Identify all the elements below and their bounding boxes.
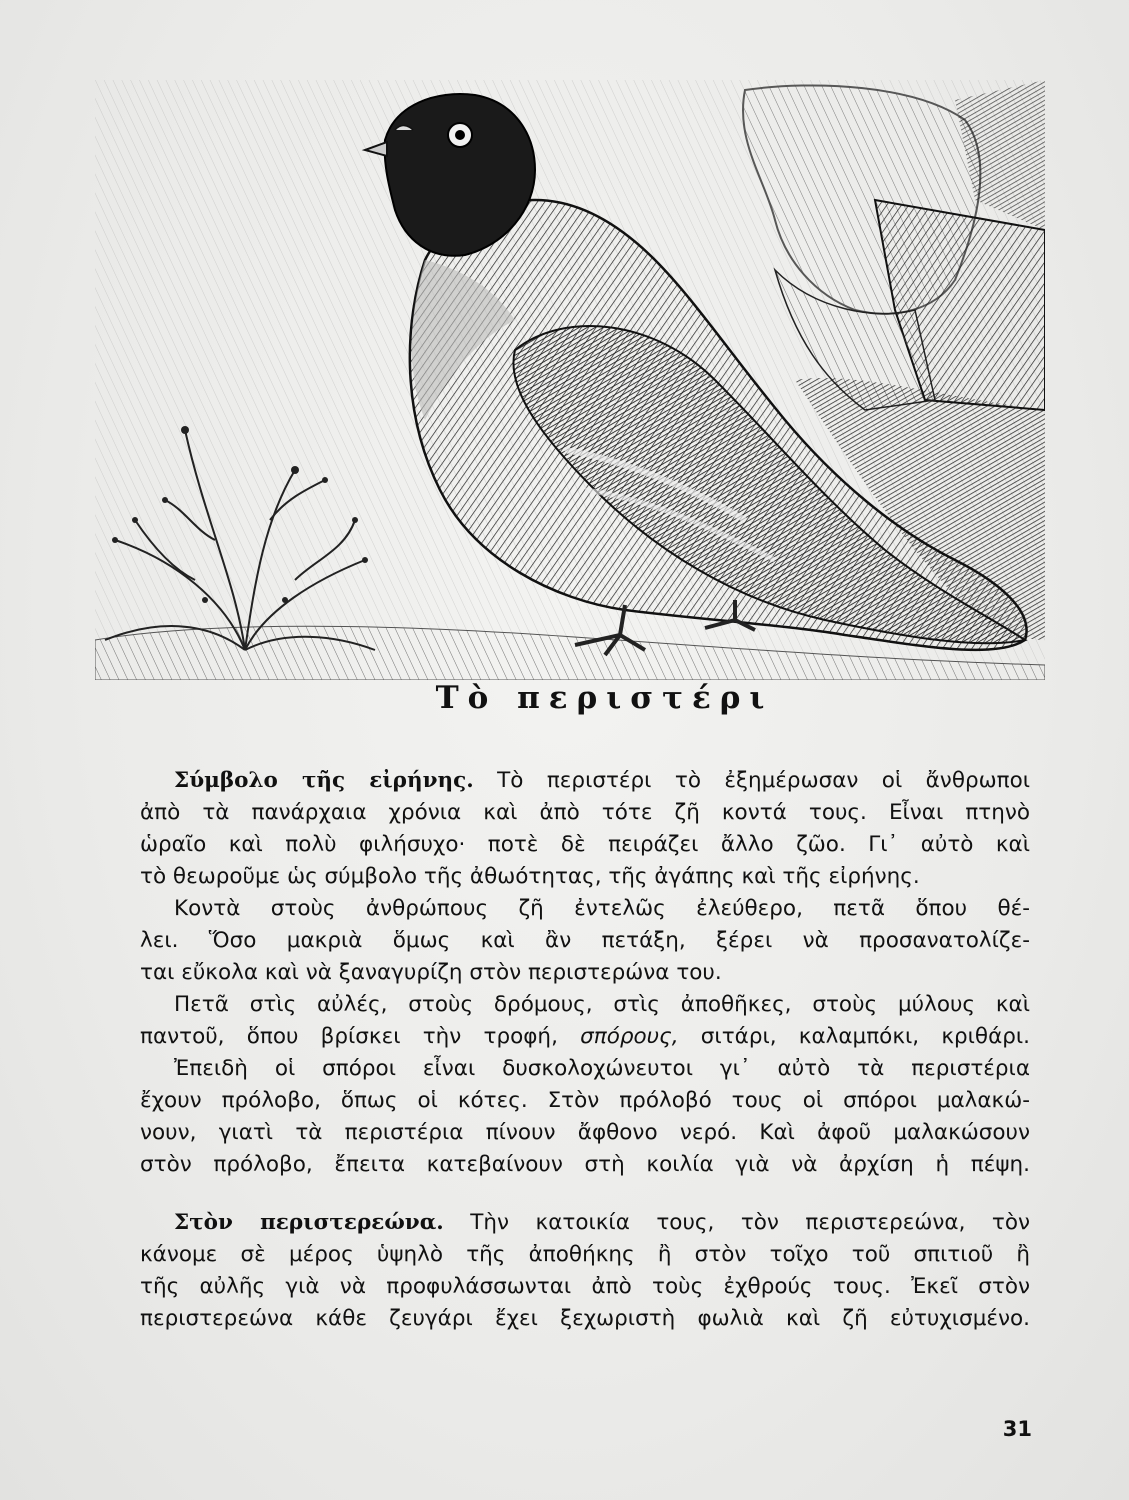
text-line: τὸ θεωροῦμε ὡς σύμβολο τῆς ἀθωότητας, τῆς ἀγάπης καὶ τῆς εἰρήνης. [140,864,920,889]
paragraph-gap [140,1181,1030,1207]
text-line: Κοντὰ στοὺς ἀνθρώπους ζῆ ἐντελῶς ἐλεύθερο, πετᾶ ὅπου θέ- [174,896,1030,921]
section-heading: Σύμβολο τῆς εἰρήνης. [174,768,474,793]
pigeon-engraving-icon [95,80,1045,680]
text-line: ἀπὸ τὰ πανάρχαια χρόνια καὶ ἀπὸ τότε ζῆ κοντά τους. Εἶναι πτηνὸ [140,800,1030,825]
page-number: 31 [1002,1417,1032,1441]
italic-word: σπόρους, [580,1024,679,1049]
section-heading: Στὸν περιστερεώνα. [174,1210,444,1235]
text-line: Ἐπειδὴ οἱ σπόροι εἶναι δυσκολοχώνευτοι γι᾽ αὐτὸ τὰ περιστέρια [174,1056,1030,1081]
text-line: Πετᾶ στὶς αὐλές, στοὺς δρόμους, στὶς ἀποθῆκες, στοὺς μύλους καὶ [174,992,1030,1017]
text-line: Στὸν περιστερεώνα. Τὴν κατοικία τους, τὸν περιστερεώνα, τὸν [174,1210,1030,1235]
text-line: ὡραῖο καὶ πολὺ φιλήσυχο· ποτὲ δὲ πειράζει ἄλλο ζῶο. Γι᾽ αὐτὸ καὶ [140,832,1030,857]
text-line: ται εὔκολα καὶ νὰ ξαναγυρίζη στὸν περιστερώνα του. [140,960,722,985]
body-text [140,765,1030,1335]
text-line: ἔχουν πρόλοβο, ὅπως οἱ κότες. Στὸν πρόλοβό τους οἱ σπόροι μαλακώ- [140,1088,1030,1113]
text-line: Σύμβολο τῆς εἰρήνης. Τὸ περιστέρι τὸ ἐξημέρωσαν οἱ ἄνθρωποι [174,768,1030,793]
text-line: περιστερεώνα κάθε ζευγάρι ἔχει ξεχωριστὴ φωλιὰ καὶ ζῆ εὐτυχισμένο. [140,1306,1030,1331]
page-title: Τὸ περιστέρι [435,680,774,716]
text-line: κάνομε σὲ μέρος ὑψηλὸ τῆς ἀποθήκης ἢ στὸν τοῖχο τοῦ σπιτιοῦ ἢ [140,1242,1030,1267]
text-line: στὸν πρόλοβο, ἔπειτα κατεβαίνουν στὴ κοιλία γιὰ νὰ ἀρχίση ἡ πέψη. [140,1152,1030,1177]
text-line: λει. Ὅσο μακριὰ ὅμως καὶ ἂν πετάξη, ξέρει νὰ προσανατολίζε- [140,928,1030,953]
text-line: τῆς αὐλῆς γιὰ νὰ προφυλάσσωνται ἀπὸ τοὺς ἐχθρούς τους. Ἐκεῖ στὸν [140,1274,1030,1299]
text-line: παντοῦ, ὅπου βρίσκει τὴν τροφή, σπόρους, σιτάρι, καλαμπόκι, κριθάρι. [140,1024,1030,1049]
text-line: νουν, γιατὶ τὰ περιστέρια πίνουν ἄφθονο νερό. Καὶ ἀφοῦ μαλακώσουν [140,1120,1030,1145]
